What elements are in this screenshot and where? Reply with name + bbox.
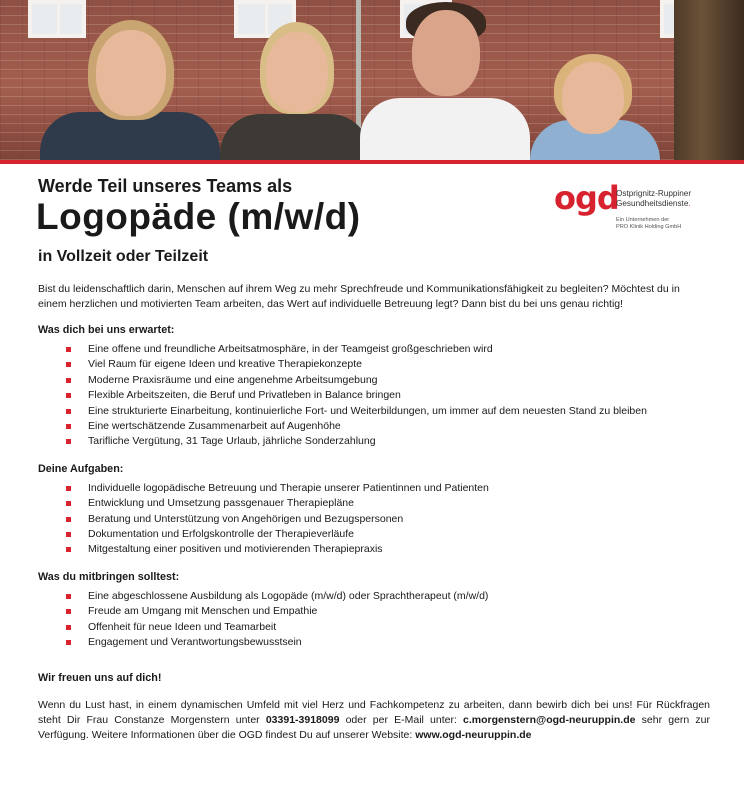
list-item: Eine strukturierte Einarbeitung, kontinuierliche Fort- und Weiterbildungen, um immer auf dem neuesten Stand zu bleiben [66, 404, 710, 419]
contact-email[interactable]: c.morgenstern@ogd-neuruppin.de [463, 713, 636, 726]
list-item: Viel Raum für eigene Ideen und kreative Therapiekonzepte [66, 357, 710, 372]
job-description [38, 282, 710, 743]
list-item: Freude am Umgang mit Menschen und Empathie [66, 604, 710, 619]
closing-line: Wir freuen uns auf dich! [38, 671, 162, 684]
bullet-list [38, 589, 710, 651]
person-2 [220, 0, 370, 160]
section-heading: Deine Aufgaben: [38, 462, 124, 475]
person-1 [40, 0, 220, 160]
tree-trunk [674, 0, 744, 160]
logo-sub-line-2: PRO Klinik Holding GmbH [616, 224, 682, 230]
team-photo [0, 0, 744, 160]
list-item: Eine wertschätzende Zusammenarbeit auf Augenhöhe [66, 419, 710, 434]
list-item: Individuelle logopädische Betreuung und Therapie unserer Patientinnen und Patienten [66, 481, 710, 496]
section-heading: Was dich bei uns erwartet: [38, 324, 175, 336]
contact-text: Wenn du Lust hast, in einem dynamischen Umfeld mit viel Herz und Fachkompetenz zu arbeiten, dann bewirb dich bei uns! Für Rückfragen steht Dir Frau Constanze Morgenstern unter [38, 698, 710, 726]
person-4 [530, 0, 660, 160]
employment-type: in Vollzeit oder Teilzeit [38, 248, 209, 265]
logo-mark: ogd [554, 179, 619, 217]
logo-sub-line-1: Ein Unternehmen der [616, 217, 670, 223]
list-item: Engagement und Verantwortungsbewusstsein [66, 635, 710, 650]
section-tasks [38, 462, 710, 558]
contact-text: oder per E-Mail unter: [339, 713, 464, 726]
list-item: Dokumentation und Erfolgskontrolle der Therapieverläufe [66, 527, 710, 542]
contact-phone: 03391-3918099 [265, 713, 340, 726]
section-requirements [38, 570, 710, 651]
contact-text: sehr gern zur Verfügung. Weitere Informationen über die OGD findest Du auf unserer Website: [38, 713, 710, 741]
intro-paragraph: Bist du leidenschaftlich darin, Menschen auf ihrem Weg zu mehr Sprechfreude und Kommunikationsfähigkeit zu begleiten? Möchtest du in einem herzlichen und motivierten Team arbeiten, das Wert auf individuelle Betreuung legt? Dann bist du bei uns genau richtig! [38, 283, 680, 310]
logo-company-name [616, 189, 716, 209]
ogd-logo [554, 180, 714, 240]
website-link[interactable]: www.ogd-neuruppin.de [415, 728, 532, 741]
logo-parent-company [616, 217, 716, 231]
list-item: Offenheit für neue Ideen und Teamarbeit [66, 620, 710, 635]
list-item: Moderne Praxisräume und eine angenehme Arbeitsumgebung [66, 373, 710, 388]
person-3 [360, 0, 530, 160]
logo-line-1: Ostprignitz-Ruppiner [616, 189, 692, 198]
list-item: Beratung und Unterstützung von Angehörigen und Bezugspersonen [66, 512, 710, 527]
job-title: Logopäde (m/w/d) [36, 196, 361, 237]
list-item: Entwicklung und Umsetzung passgenauer Therapiepläne [66, 496, 710, 511]
list-item: Eine abgeschlossene Ausbildung als Logopäde (m/w/d) oder Sprachtherapeut (m/w/d) [66, 589, 710, 604]
section-heading: Was du mitbringen solltest: [38, 570, 180, 583]
list-item: Flexible Arbeitszeiten, die Beruf und Privatleben in Balance bringen [66, 388, 710, 403]
list-item: Eine offene und freundliche Arbeitsatmosphäre, in der Teamgeist großgeschrieben wird [66, 342, 710, 357]
list-item: Tarifliche Vergütung, 31 Tage Urlaub, jährliche Sonderzahlung [66, 434, 710, 449]
logo-line-2: Gesundheitsdienste. [616, 199, 691, 208]
bullet-list [38, 342, 710, 450]
list-item: Mitgestaltung einer positiven und motivierenden Therapiepraxis [66, 542, 710, 557]
bullet-list [38, 481, 710, 558]
accent-divider [0, 160, 744, 164]
contact-paragraph [38, 698, 710, 743]
pre-title: Werde Teil unseres Teams als [38, 176, 293, 196]
section-benefits [38, 323, 710, 450]
